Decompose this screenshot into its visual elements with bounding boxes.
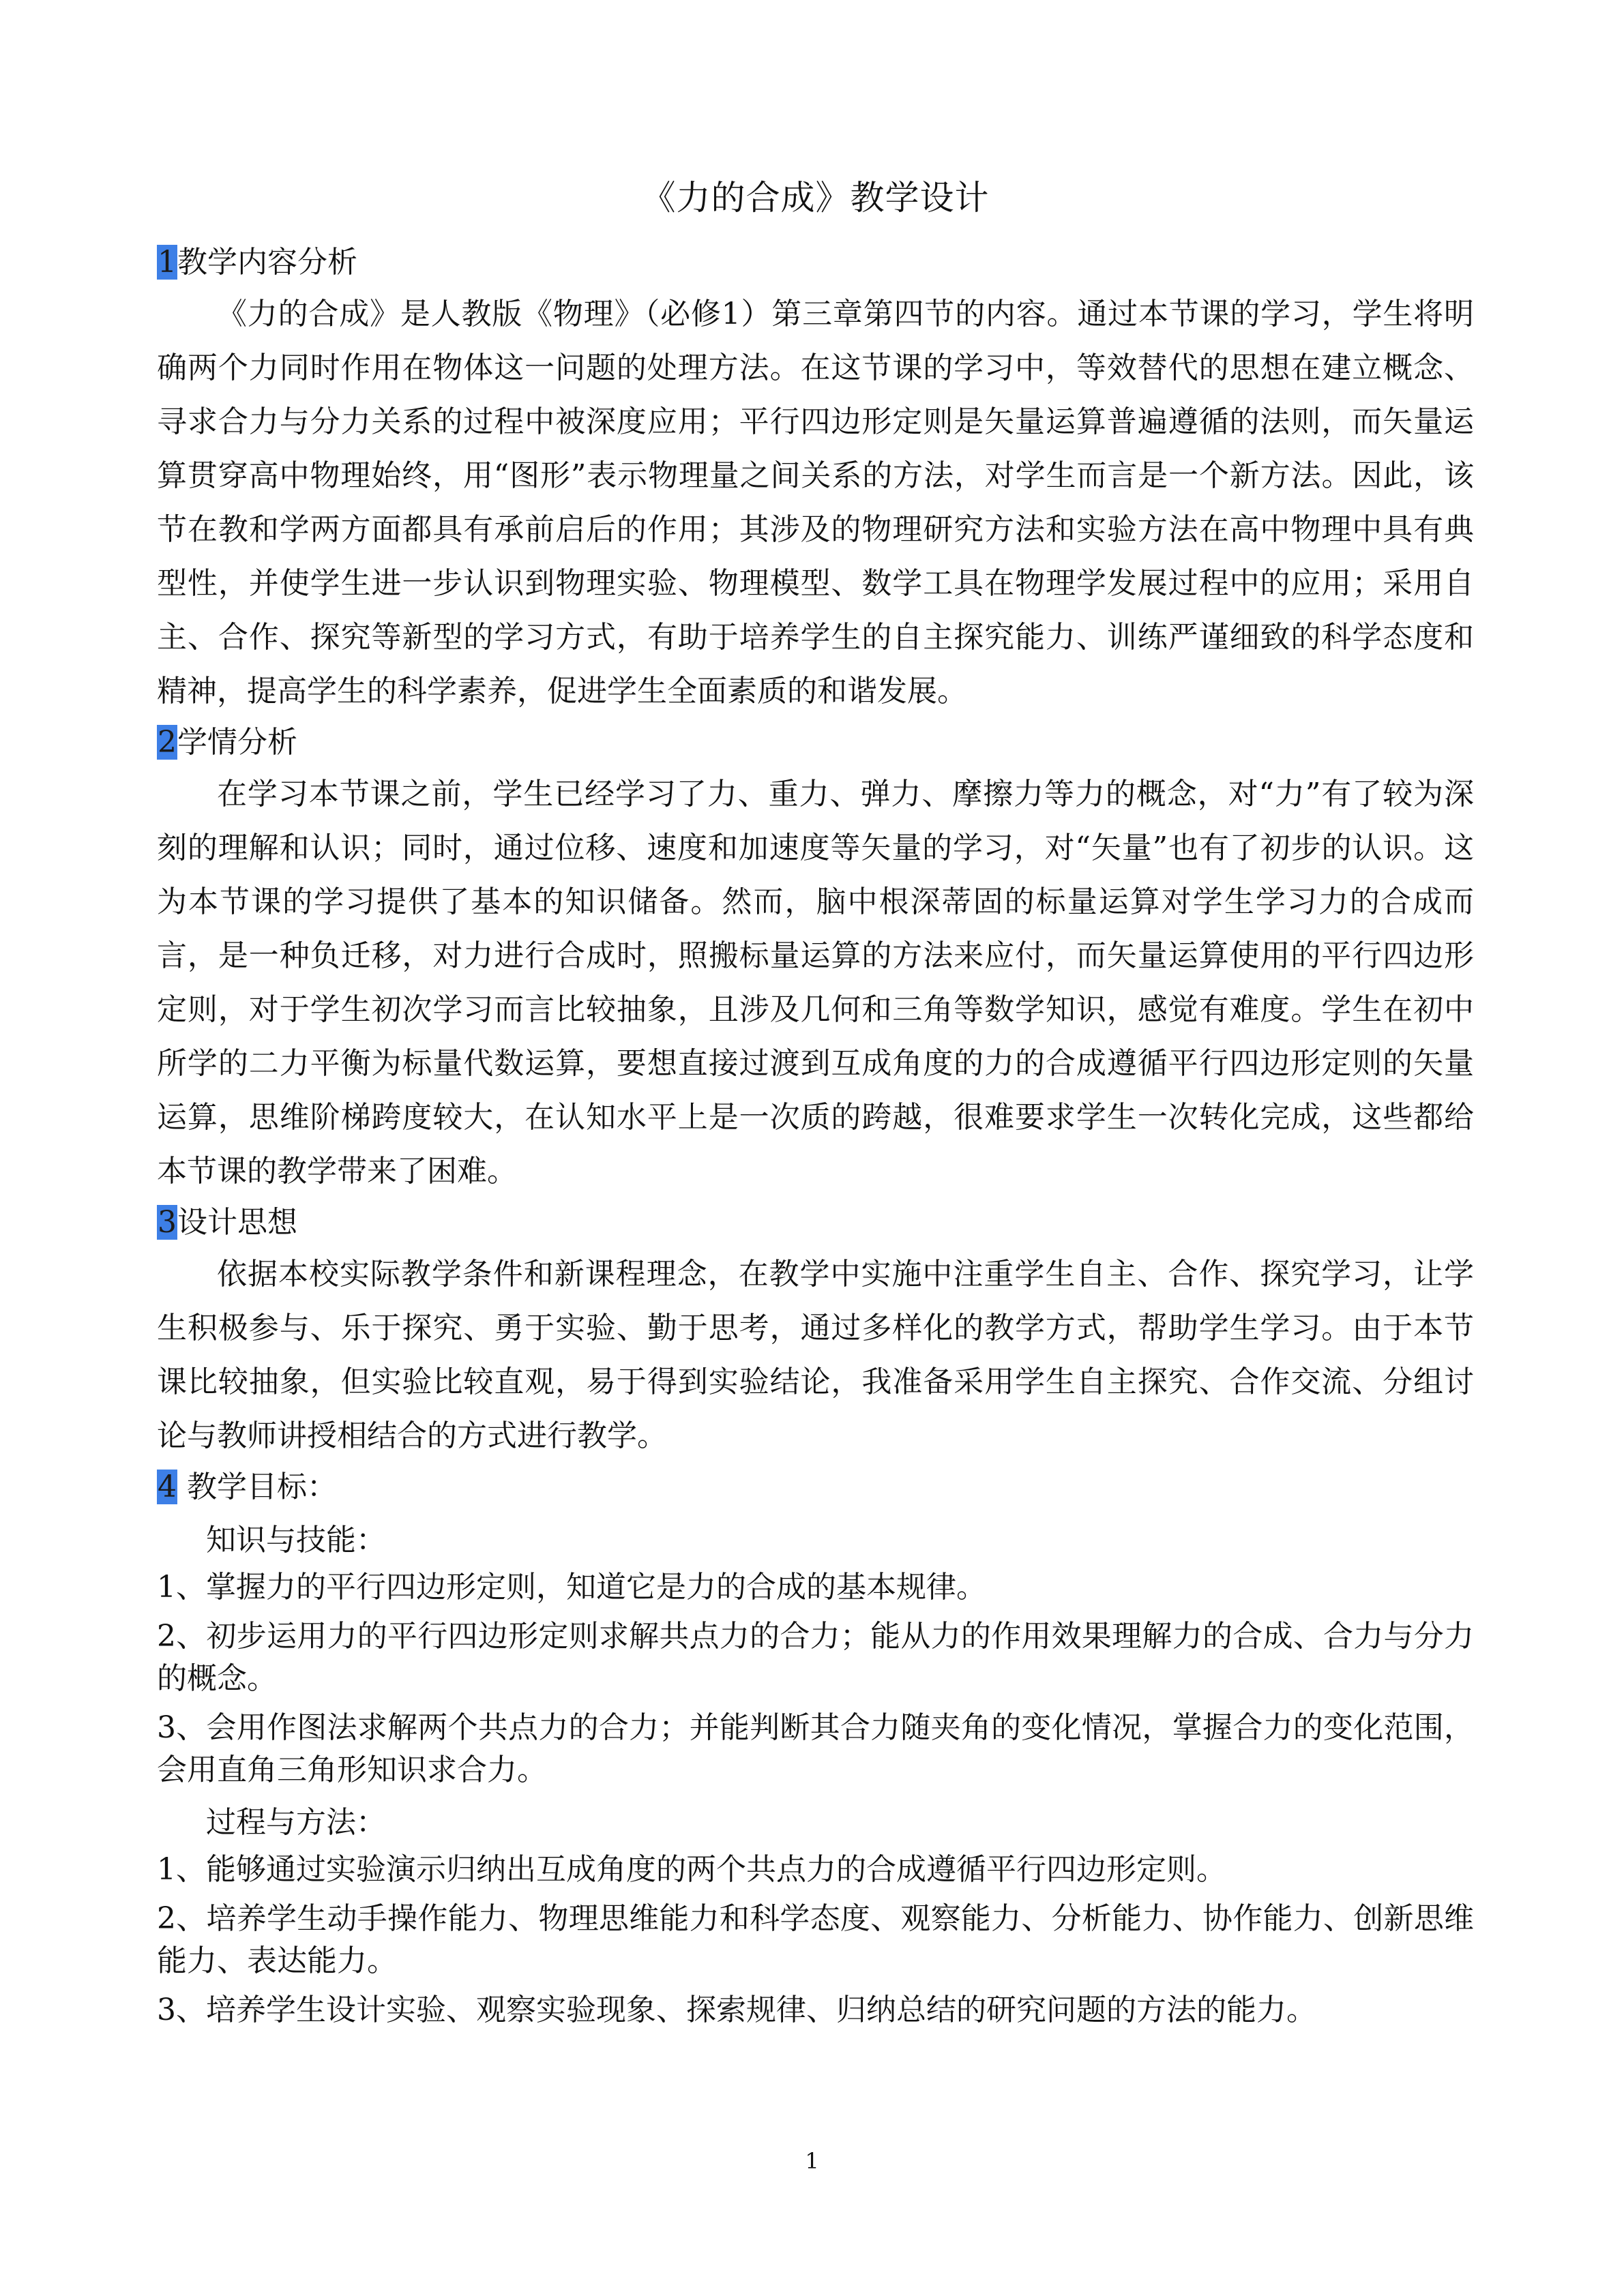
section-number-2: 2 [158,725,177,760]
objective-knowledge-item-1: 1、掌握力的平行四边形定则，知道它是力的合成的基本规律。 [157,1570,986,1605]
section-number-4: 4 [158,1470,177,1504]
section-number-1: 1 [158,245,177,280]
section-number-3: 3 [158,1205,177,1240]
section-heading-text-3: 设计思想 [177,1205,297,1240]
objective-process-label: 过程与方法： [206,1805,386,1840]
section-heading-text-4: 教学目标： [177,1470,337,1504]
page-title: 《力的合成》教学设计 [641,178,990,218]
section-heading-2 [157,718,1474,767]
objective-process-item-1: 1、能够通过实验演示归纳出互成角度的两个共点力的合成遵循平行四边形定则。 [157,1852,1226,1887]
section-heading-3 [157,1198,1474,1247]
objective-knowledge-label: 知识与技能： [206,1523,386,1557]
section-heading-text-1: 教学内容分析 [177,245,357,280]
objective-process-item-2: 2、培养学生动手操作能力、物理思维能力和科学态度、观察能力、分析能力、协作能力、创新思维能力、表达能力。 [157,1901,1474,1978]
section-paragraph-2: 在学习本节课之前，学生已经学习了力、重力、弹力、摩擦力等力的概念，对“力”有了较为深刻的理解和认识；同时，通过位移、速度和加速度等矢量的学习，对“矢量”也有了初步的认识。这为本节课的学习提供了基本的知识储备。然而，脑中根深蒂固的标量运算对学生学习力的合成而言，是一种负迁移，对力进行合成时，照搬标量运算的方法来应付，而矢量运算使用的平行四边形定则，对于学生初次学习而言比较抽象，且涉及几何和三角等数学知识，感觉有难度。学生在初中所学的二力平衡为标量代数运算，要想直接过渡到互成角度的力的合成遵循平行四边形定则的矢量运算，思维阶梯跨度较大，在认知水平上是一次质的跨越，很难要求学生一次转化完成，这些都给本节课的教学带来了困难。 [157,777,1475,1189]
section-heading-text-2: 学情分析 [177,725,297,760]
objective-process-item-3: 3、培养学生设计实验、观察实验现象、探索规律、归纳总结的研究问题的方法的能力。 [157,1993,1316,2027]
section-paragraph-3: 依据本校实际教学条件和新课程理念，在教学中实施中注重学生自主、合作、探究学习，让学生积极参与、乐于探究、勇于实验、勤于思考，通过多样化的教学方式，帮助学生学习。由于本节课比较抽象，但实验比较直观，易于得到实验结论，我准备采用学生自主探究、合作交流、分组讨论与教师讲授相结合的方式进行教学。 [157,1257,1474,1453]
section-heading-1 [157,238,1474,287]
section-paragraph-1: 《力的合成》是人教版《物理》（必修1）第三章第四节的内容。通过本节课的学习，学生将明确两个力同时作用在物体这一问题的处理方法。在这节课的学习中，等效替代的思想在建立概念、寻求合力与分力关系的过程中被深度应用；平行四边形定则是矢量运算普遍遵循的法则，而矢量运算贯穿高中物理始终，用“图形”表示物理量之间关系的方法，对学生而言是一个新方法。因此，该节在教和学两方面都具有承前启后的作用；其涉及的物理研究方法和实验方法在高中物理中具有典型性，并使学生进一步认识到物理实验、物理模型、数学工具在物理学发展过程中的应用；采用自主、合作、探究等新型的学习方式，有助于培养学生的自主探究能力、训练严谨细致的科学态度和精神，提高学生的科学素养，促进学生全面素质的和谐发展。 [157,297,1474,709]
objective-knowledge-item-2: 2、初步运用力的平行四边形定则求解共点力的合力；能从力的作用效果理解力的合成、合力与分力的概念。 [157,1619,1474,1696]
section-heading-4 [157,1463,1474,1512]
objective-knowledge-item-3: 3、会用作图法求解两个共点力的合力；并能判断其合力随夹角的变化情况，掌握合力的变化范围，会用直角三角形知识求合力。 [157,1710,1474,1787]
page-number: 1 [805,2148,819,2174]
